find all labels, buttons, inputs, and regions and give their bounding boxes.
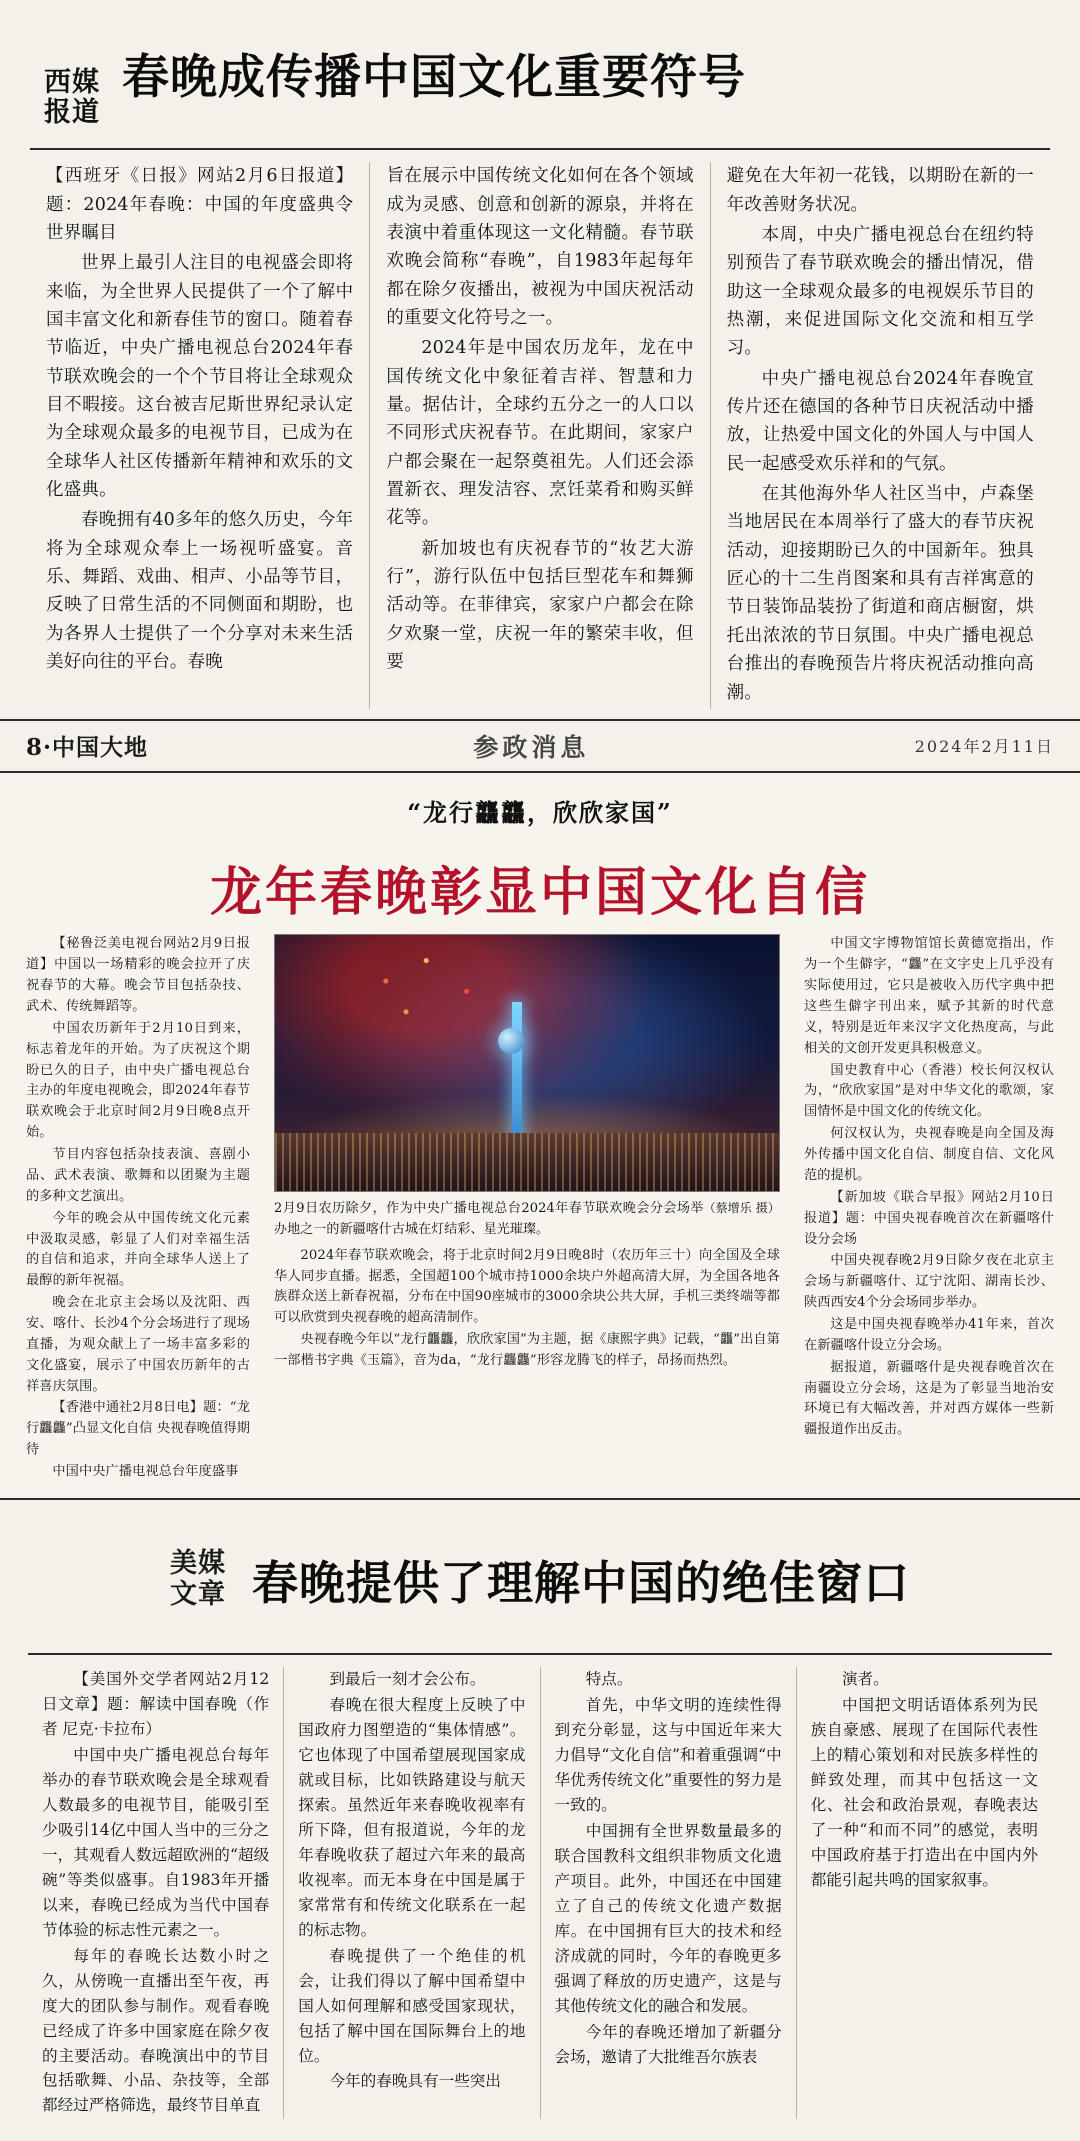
paragraph: 2024年是中国农历龙年，龙在中国传统文化中象征着吉祥、智慧和力量。据估计，全球约五分之一的人口以不同形式庆祝春节。在此期间，家家户户都会聚在一起祭奠祖先。人们还会添置新衣、理发洁容、烹饪菜肴和购买鲜花等。 <box>386 338 694 529</box>
article-xi-media-report <box>0 0 1080 719</box>
paragraph: 中国拥有全世界数量最多的联合国教科文组织非物质文化遗产项目。此外，中国还在中国建立了自己的传统文化遗产数据库。在中国拥有巨大的技术和经济成就的同时，今年的春晚更多强调了释放的历史遗产，这是与其他传统文化的融合和发展。 <box>554 1822 782 2015</box>
publication-date: 2024年2月11日 <box>914 737 1054 757</box>
paragraph: 特点。 <box>585 1670 633 1689</box>
paragraph: 中国中央广播电视总台年度盛事 <box>52 1463 239 1479</box>
paragraph: 【西班牙《日报》网站2月6日报道】题：2024年春晚：中国的年度盛典令世界瞩目 <box>46 166 354 243</box>
article3-column-4 <box>797 1667 1052 2119</box>
paragraph: 每年的春晚长达数小时之久，从傍晚一直播出至午夜，再度大的团队参与制作。观看春晚已经成了许多中国家庭在除夕夜的主要活动。春晚演出中的节目包括歌舞、小品、杂技等，全部都经过严格筛选，最终节目单直 <box>42 1946 270 2115</box>
paragraph: 何汉权认为，央视春晚是向全国及海外传播中国文化自信、制度自信、文化风范的提机。 <box>804 1126 1054 1183</box>
paragraph: 新加坡也有庆祝春节的“妆艺大游行”，游行队伍中包括巨型花车和舞狮活动等。在菲律宾，家家户户都会在除夕欢聚一堂，庆祝一年的繁荣丰收，但要 <box>386 538 694 673</box>
paragraph: 旨在展示中国传统文化如何在各个领域成为灵感、创意和创新的源泉，并将在表演中着重体现这一文化精髓。春节联欢晚会简称“春晚”，自1983年起每年都在除夕夜播出，被视为中国庆祝活动的重要文化符号之一。 <box>386 166 694 329</box>
article3-column-3 <box>541 1667 796 2119</box>
paragraph: 中国农历新年于2月10日到来，标志着龙年的开始。为了庆祝这个期盼已久的日子，由中央广播电视总台主办的年度电视晚会，即2024年春节联欢晚会于北京时间2月9日晚8点开始。 <box>26 1020 250 1141</box>
paragraph: 【美国外交学者网站2月12日文章】题：解读中国春晚（作者 尼克·卡拉布） <box>42 1670 270 1739</box>
article1-column-2 <box>370 162 709 709</box>
article2-column-right <box>792 934 1054 1483</box>
paragraph: 晚会在北京主会场以及沈阳、西安、喀什、长沙4个分会场进行了现场直播，为观众献上了一场丰富多彩的文化盛宴，展示了中国农历新年的古祥喜庆氛围。 <box>26 1295 250 1394</box>
article1-column-1 <box>30 162 369 709</box>
paragraph: 今年的春晚具有一些突出 <box>329 2072 501 2091</box>
article3-title: 春晚提供了理解中国的绝佳窗口 <box>252 1555 910 1610</box>
article3-header <box>28 1516 1052 1652</box>
paragraph: 【新加坡《联合早报》网站2月10日报道】题：中国央视春晚首次在新疆喀什设分会场 <box>804 1189 1054 1247</box>
article-us-media-window <box>0 1498 1080 2141</box>
paragraph: 央视春晚今年以“龙行龘龘，欣欣家国”为主题，据《康熙字典》记载，“龘”出自第一部楷书字典《玉篇》，音为da，“龙行龘龘”形容龙腾飞的样子，昂扬而热烈。 <box>274 1332 780 1369</box>
paragraph: 中国央视春晚2月9日除夕夜在北京主会场与新疆喀什、辽宁沈阳、湖南长沙、陕西西安4个分会场同步举办。 <box>804 1253 1054 1311</box>
paragraph: 这是中国央视春晚举办41年来，首次在新疆喀什设立分会场。 <box>804 1316 1054 1353</box>
paragraph: 中国中央广播电视总台每年举办的春节联欢晚会是全球观看人数最多的电视节目，能吸引至少吸引14亿中国人当中的三分之一，其观看人数远超欧洲的“超级碗”等类似盛事。自1983年开播以来，春晚已经成为当代中国春节体验的标志性元素之一。 <box>42 1746 270 1939</box>
paragraph: 中央广播电视总台2024年春晚宣传片还在德国的各种节日庆祝活动中播放，让热爱中国文化的外国人与中国人民一起感受欢乐祥和的气氛。 <box>726 368 1034 474</box>
paragraph: 国史教育中心（香港）校长何汉权认为，“欣欣家国”是对中华文化的歌颂，家国情怀是中国文化的传统文化。 <box>804 1062 1054 1120</box>
article1-body <box>30 162 1050 709</box>
paragraph: 今年的春晚还增加了新疆分会场，邀请了大批维吾尔族表 <box>554 2022 782 2066</box>
paragraph: 春晚拥有40多年的悠久历史，今年将为全球观众奉上一场视听盛宴。音乐、舞蹈、戏曲、相声、小品等节目，反映了日常生活的不同侧面和期盼，也为各界人士提供了一个分享对未来生活美好向往的平台。春晚 <box>46 510 354 673</box>
article1-kicker-line1: 西媒 <box>44 66 100 98</box>
article3-kicker <box>170 1549 226 1609</box>
photo-tower-sphere <box>498 1028 524 1054</box>
paragraph: 避免在大年初一花钱，以期盼在新的一年改善财务状况。 <box>726 166 1034 215</box>
article1-kicker-line2: 报道 <box>44 97 100 129</box>
article2-column-middle <box>262 934 792 1483</box>
page-section-label: 8·中国大地 <box>26 734 149 762</box>
paragraph: 2024年春节联欢晚会，将于北京时间2月9日晚8时（农历年三十）向全国及全球华人同步直播。据悉，全国超100个城市持1000余块户外超高清大屏，为全国各地各族群众送上新春祝福，分布在中国90座城市的3000余块公共大屏，手机三类终端等都可以欣赏到央视春晚的超高清制作。 <box>274 1247 780 1326</box>
paragraph: 中国把文明话语体系列为民族自豪感、展现了在国际代表性上的精心策划和对民族多样性的鲜致处理，而其中包括这一文化、社会和政治景观，春晚表达了一种“和而不同”的感觉，表明中国政府基于打造出在中国内外都能引起共鸣的国家叙事。 <box>810 1696 1038 1889</box>
paragraph: 中国文字博物馆馆长黄德宽指出，作为一个生僻字，“龘”在文字史上几乎没有实际使用过，它只是被收入历代字典中把这些生僻字刊出来，赋予其新的时代意义，特别是近年来汉字文化热度高，与此相关的文创开发更具积极意义。 <box>804 936 1054 1056</box>
paper-name: 参政消息 <box>473 732 590 762</box>
article3-column-1 <box>28 1667 283 2119</box>
paragraph: 据报道，新疆喀什是央视春晚首次在南疆设立分会场，这是为了彰显当地治安环境已有大幅改善，并对西方媒体一些新疆报道作出反击。 <box>804 1359 1054 1438</box>
article1-divider <box>30 148 1050 150</box>
paragraph: 演者。 <box>841 1670 889 1689</box>
article2-column-left <box>26 934 262 1483</box>
article2-standfirst: “龙行龘龘，欣欣家国” <box>407 797 673 827</box>
article3-body <box>28 1667 1052 2119</box>
article1-title: 春晚成传播中国文化重要符号 <box>122 50 746 106</box>
paragraph: 在其他海外华人社区当中，卢森堡当地居民在本周举行了盛大的春节庆祝活动，迎接期盼已久的中国新年。独具匠心的十二生肖图案和具有吉祥寓意的节日装饰品装扮了街道和商店橱窗，烘托出浓浓的节日氛围。中央广播电视总台推出的春晚预告片将庆祝活动推向高潮。 <box>726 484 1034 703</box>
paragraph: 世界上最引人注目的电视盛会即将来临，为全世界人民提供了一个了解中国丰富文化和新春佳节的窗口。随着春节临近，中央广播电视总台2024年春节联欢晚会的一个个节目将让全球观众目不暇接。这台被吉尼斯世界纪录认定为全球观众最多的电视节目，已成为在全球华人社区传播新年精神和欢乐的文化盛典。 <box>46 253 354 501</box>
article1-header <box>30 22 1050 140</box>
paragraph: 首先，中华文明的连续性得到充分彰显，这与中国近年来大力倡导“文化自信”和着重强调“中华优秀传统文化”重要性的努力是一致的。 <box>554 1696 782 1815</box>
page-masthead <box>0 719 1080 773</box>
photo-caption <box>274 1199 780 1239</box>
paragraph: 春晚在很大程度上反映了中国政府力图塑造的“集体情感”。它也体现了中国希望展现国家成就或目标，比如铁路建设与航天探索。虽然近年来春晚收视率有所下降，但有报道说，今年的龙年春晚收获了超过六年来的最高收视率。而无本身在中国是属于家常常有和传统文化联系在一起的标志物。 <box>298 1696 526 1939</box>
article3-kicker-line2: 文章 <box>170 1578 226 1610</box>
article3-kicker-line1: 美媒 <box>170 1548 226 1580</box>
gala-fireworks-photo <box>274 934 780 1192</box>
paragraph: 【香港中通社2月8日电】题：“龙行龘龘”凸显文化自信 央视春晚值得期待 <box>26 1400 250 1458</box>
photo-tower <box>512 1002 522 1142</box>
article2-body <box>26 934 1054 1483</box>
paragraph: 【秘鲁泛美电视台网站2月9日报道】中国以一场精彩的晚会拉开了庆祝春节的大幕。晚会节目包括杂技、武术、传统舞蹈等。 <box>26 936 250 1015</box>
photo-credit: （蔡增乐 摄） <box>703 1201 780 1216</box>
article-dragon-year-gala <box>0 773 1080 1498</box>
photo-caption-text: 2月9日农历除夕，作为中央广播电视总台2024年春节联欢晚会分会场举办地之一的新疆喀什古城在灯结彩、星光璀璨。 <box>274 1201 704 1237</box>
article1-column-3 <box>711 162 1050 709</box>
paragraph: 节目内容包括杂技表演、喜剧小品、武术表演、歌舞和以团聚为主题的多种文艺演出。 <box>26 1147 250 1204</box>
article2-title: 龙年春晚彰显中国文化自信 <box>209 861 870 923</box>
paragraph: 到最后一刻才会公布。 <box>329 1670 486 1689</box>
photo-cityscape <box>275 1133 779 1191</box>
paragraph: 今年的晚会从中国传统文化元素中汲取灵感，彰显了人们对幸福生活的自信和追求，并向全球华人送上了最醇的新年祝福。 <box>26 1210 250 1289</box>
article1-kicker <box>44 68 100 134</box>
paragraph: 春晚提供了一个绝佳的机会，让我们得以了解中国希望中国人如何理解和感受国家现状，包括了解中国在国际舞台上的地位。 <box>298 1946 526 2065</box>
article3-column-2 <box>284 1667 539 2119</box>
paragraph: 本周，中央广播电视总台在纽约特别预告了春节联欢晚会的播出情况，借助这一全球观众最多的电视娱乐节目的热潮，来促进国际文化交流和相互学习。 <box>726 225 1034 359</box>
article3-divider <box>28 1653 1052 1655</box>
